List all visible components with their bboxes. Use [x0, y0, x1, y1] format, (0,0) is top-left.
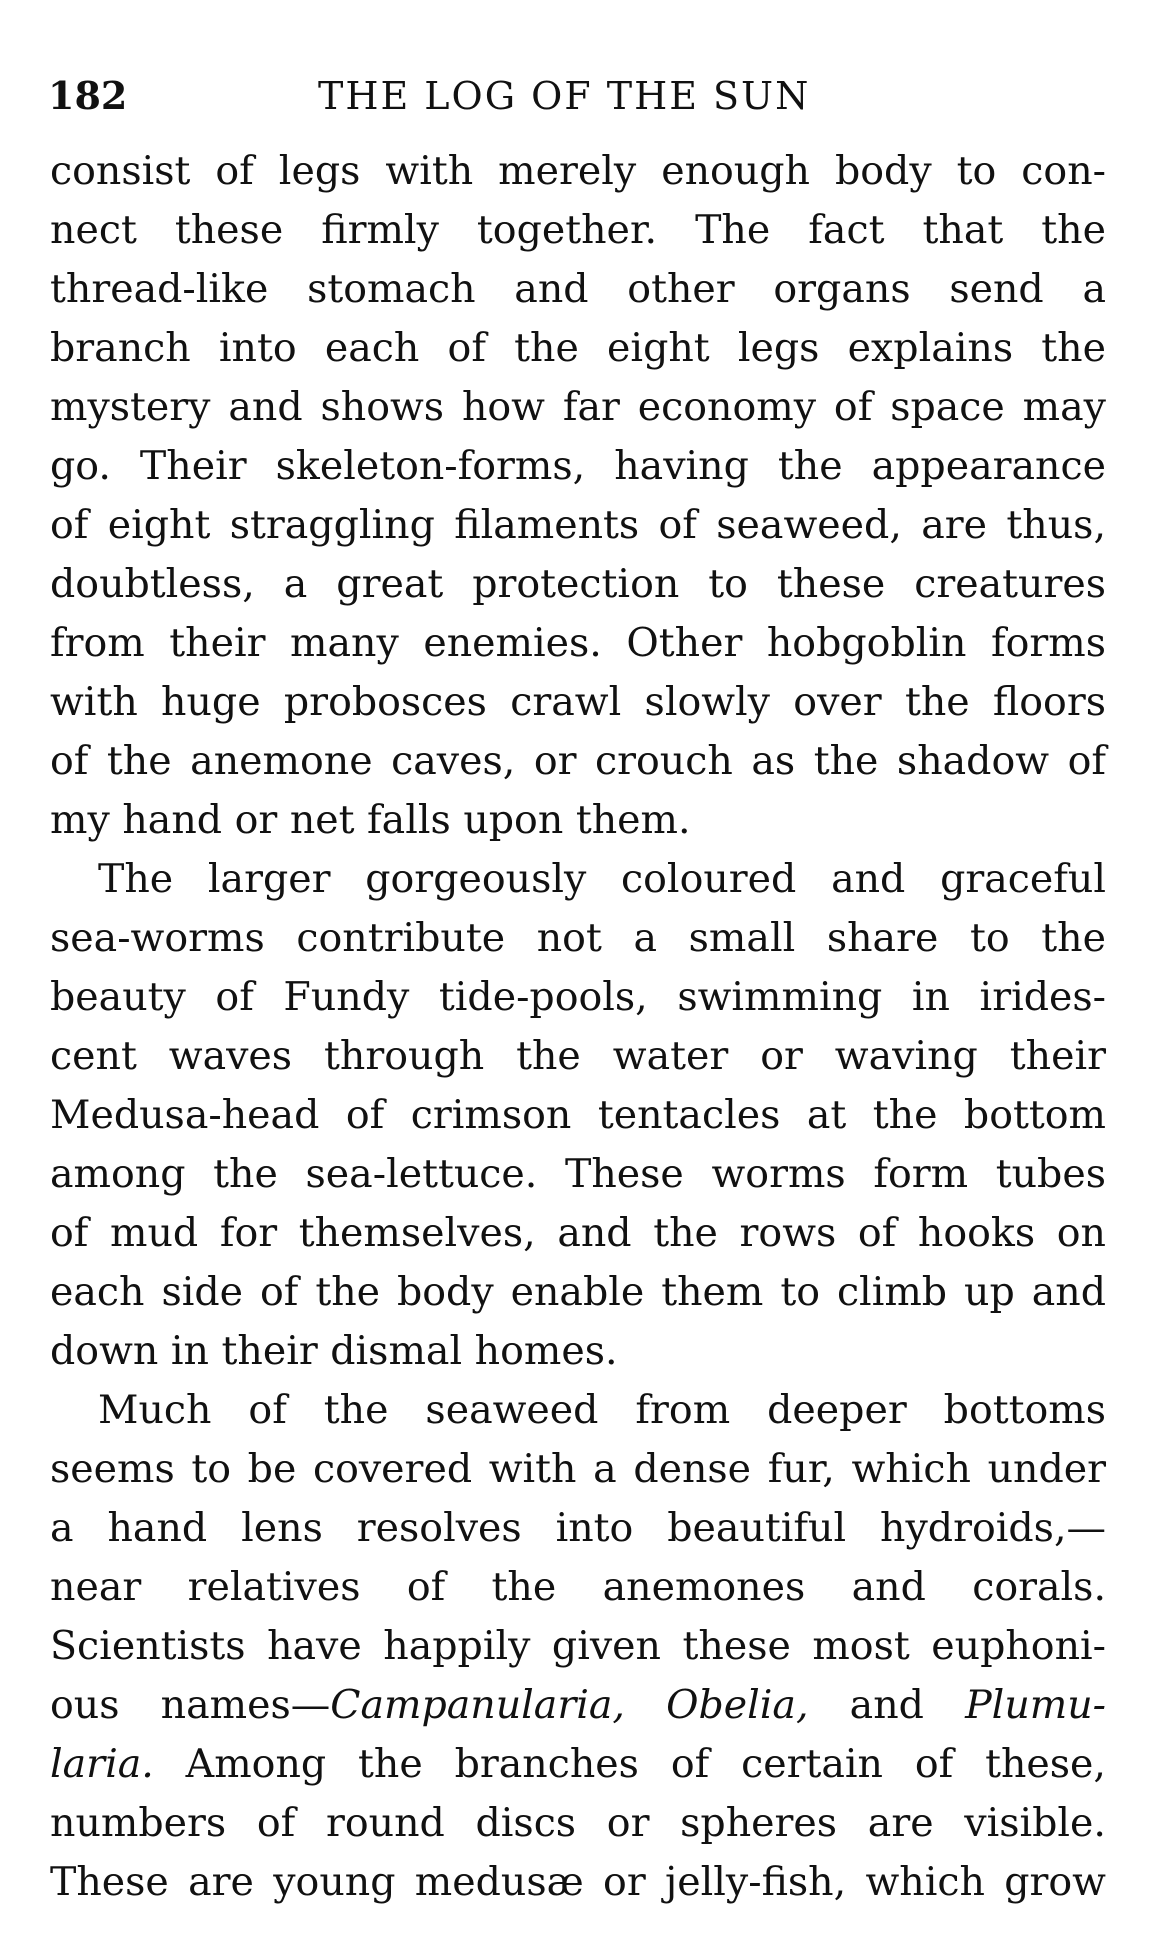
text-line: a hand lens resolves into beautiful hydroids,—	[50, 1505, 1106, 1551]
text-line: seems to be covered with a dense fur, which under	[50, 1446, 1106, 1492]
page-header	[48, 66, 1108, 126]
text-line: go. Their skeleton-forms, having the appearance	[50, 443, 1106, 489]
text-line: of mud for themselves, and the rows of hooks on	[50, 1210, 1106, 1256]
text-run	[625, 1682, 666, 1728]
text-line: mystery and shows how far economy of space may	[50, 384, 1106, 430]
text-line: each side of the body enable them to climb up and	[50, 1269, 1106, 1315]
taxon-name: Plumu-	[965, 1682, 1107, 1728]
text-line-with-italics	[50, 1676, 1106, 1735]
text-line: These are young medusæ or jelly-fish, which grow	[50, 1859, 1106, 1905]
text-run: Among the branches of certain of these,	[153, 1741, 1106, 1787]
taxon-name: Campanularia,	[330, 1682, 625, 1728]
text-line: The larger gorgeously coloured and graceful	[98, 856, 1106, 902]
text-run: ous names—	[50, 1682, 331, 1728]
text-line: from their many enemies. Other hobgoblin forms	[50, 620, 1106, 666]
text-line-with-italics	[50, 1735, 1106, 1794]
text-line: cent waves through the water or waving their	[50, 1033, 1106, 1079]
text-line: near relatives of the anemones and corals.	[50, 1564, 1106, 1610]
paragraph-1	[50, 142, 1106, 850]
text-line: Much of the seaweed from deeper bottoms	[98, 1387, 1106, 1433]
taxon-name: laria.	[50, 1741, 154, 1787]
text-line: with huge probosces crawl slowly over the floors	[50, 679, 1106, 725]
body-text	[50, 142, 1106, 1912]
text-line: branch into each of the eight legs explains the	[50, 325, 1106, 371]
text-line: numbers of round discs or spheres are visible.	[50, 1800, 1106, 1846]
text-line: nect these firmly together. The fact that the	[50, 207, 1106, 253]
text-line: sea-worms contribute not a small share to the	[50, 915, 1106, 961]
text-line: Medusa-head of crimson tentacles at the bottom	[50, 1092, 1106, 1138]
text-line: down in their dismal homes.	[50, 1328, 618, 1374]
text-run: and	[808, 1682, 966, 1728]
text-line: Scientists have happily given these most euphoni-	[50, 1623, 1106, 1669]
text-line: beauty of Fundy tide-pools, swimming in irides-	[50, 974, 1106, 1020]
paragraph-2	[50, 850, 1106, 1381]
text-line: consist of legs with merely enough body to con-	[50, 148, 1106, 194]
text-line: of the anemone caves, or crouch as the shadow of	[50, 738, 1106, 784]
paragraph-3	[50, 1381, 1106, 1912]
text-line: thread-like stomach and other organs send a	[50, 266, 1106, 312]
running-head: THE LOG OF THE SUN	[318, 74, 811, 118]
text-line: my hand or net falls upon them.	[50, 797, 691, 843]
page-number: 182	[48, 73, 128, 118]
taxon-name: Obelia,	[666, 1682, 809, 1728]
text-line: of eight straggling filaments of seaweed, are thus,	[50, 502, 1106, 548]
text-line: doubtless, a great protection to these creatures	[50, 561, 1106, 607]
text-line: among the sea-lettuce. These worms form tubes	[50, 1151, 1106, 1197]
